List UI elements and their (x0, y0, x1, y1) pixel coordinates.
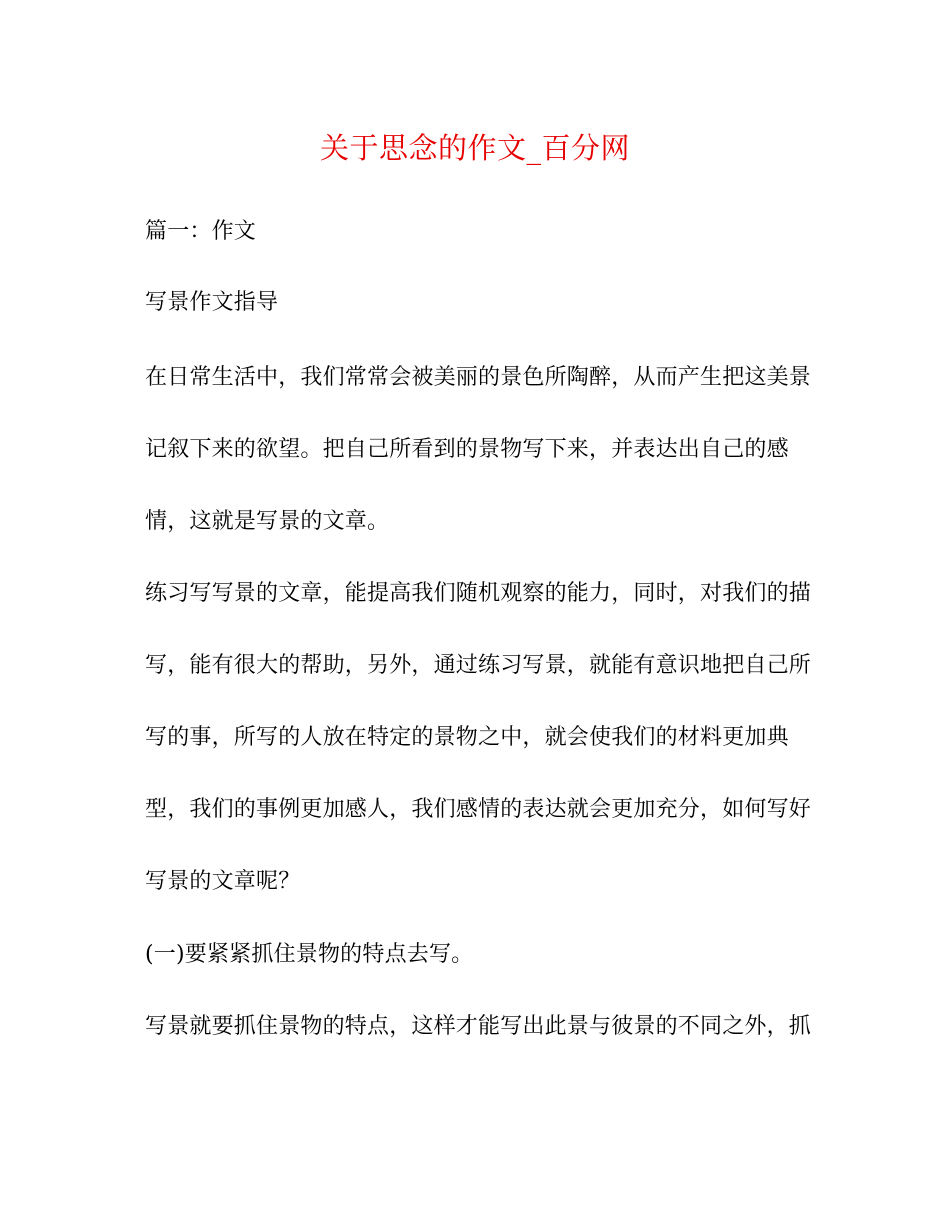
body-line: 写，能有很大的帮助，另外，通过练习写景，就能有意识地把自己所 (145, 653, 812, 678)
body-line: 写的事，所写的人放在特定的景物之中，就会使我们的材料更加典 (145, 725, 789, 750)
body-line: 情，这就是写景的文章。 (145, 509, 390, 534)
body-line: 写景的文章呢？ (145, 869, 301, 894)
body-line: 写景就要抓住景物的特点，这样才能写出此景与彼景的不同之外，抓 (145, 1014, 812, 1039)
body-line: 记叙下来的欲望。把自己所看到的景物写下来，并表达出自己的感 (145, 437, 789, 462)
section-heading: 篇一：作文 (145, 219, 257, 244)
subheading: 写景作文指导 (145, 290, 279, 315)
body-line: 在日常生活中，我们常常会被美丽的景色所陶醉，从而产生把这美景 (145, 365, 812, 390)
body-line: 练习写写景的文章，能提高我们随机观察的能力，同时，对我们的描 (145, 581, 812, 606)
body-line: 型，我们的事例更加感人，我们感情的表达就会更加充分，如何写好 (145, 797, 812, 822)
document-title: 关于思念的作文_百分网 (319, 131, 630, 165)
list-item-heading: (一)要紧紧抓住景物的特点去写。 (145, 942, 474, 967)
